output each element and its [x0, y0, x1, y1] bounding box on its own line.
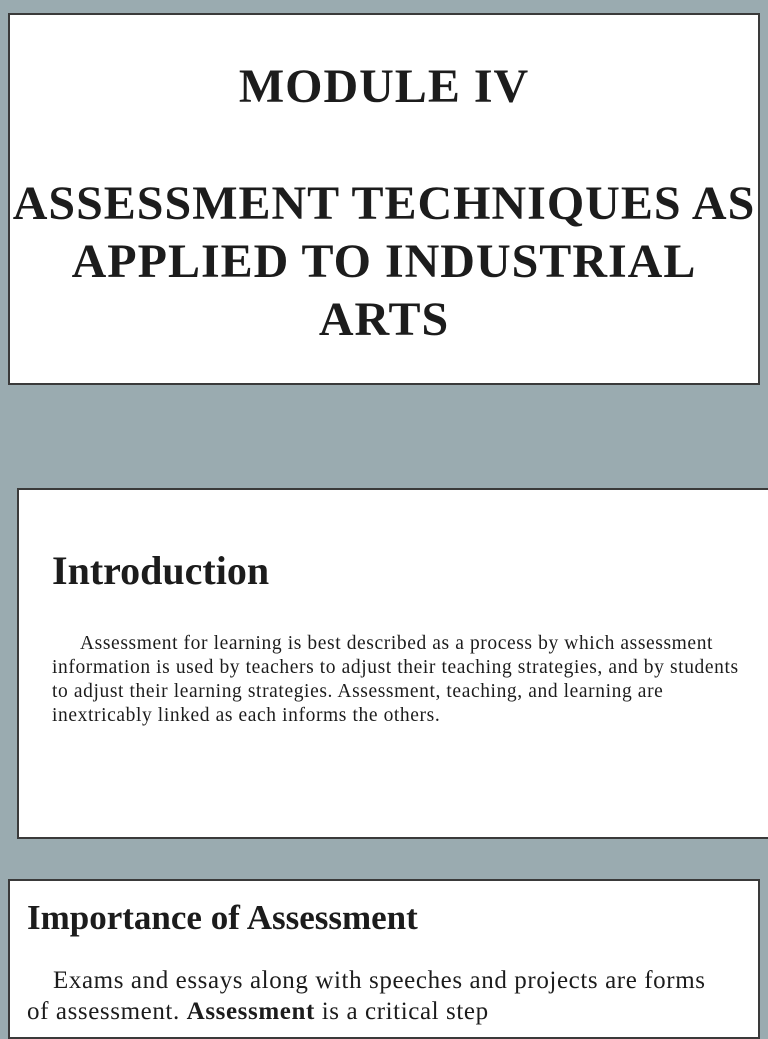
introduction-body: Assessment for learning is best described as a process by which assessment information is used by teachers to adjust their teaching strategies, and by students to adjust their learning strategies. Assessment, teaching, and learning are inextricably linked as each informs the others. [52, 633, 739, 726]
title-block [10, 59, 758, 349]
importance-body-continued: is a critical step [314, 998, 489, 1025]
module-title: ASSESSMENT TECHNIQUES AS APPLIED TO INDUSTRIAL ARTS [12, 177, 756, 346]
introduction-heading: Introduction [52, 548, 270, 593]
importance-body-term: Assessment [186, 998, 315, 1025]
importance-heading: Importance of Assessment [27, 898, 418, 937]
title-slide [8, 13, 760, 385]
introduction-slide [17, 488, 768, 839]
module-number: MODULE IV [238, 60, 530, 113]
importance-slide [8, 879, 760, 1039]
importance-body [27, 965, 727, 1027]
importance-body-text: Exams and essays along with speeches and projects are forms of assessment. [27, 967, 706, 1025]
